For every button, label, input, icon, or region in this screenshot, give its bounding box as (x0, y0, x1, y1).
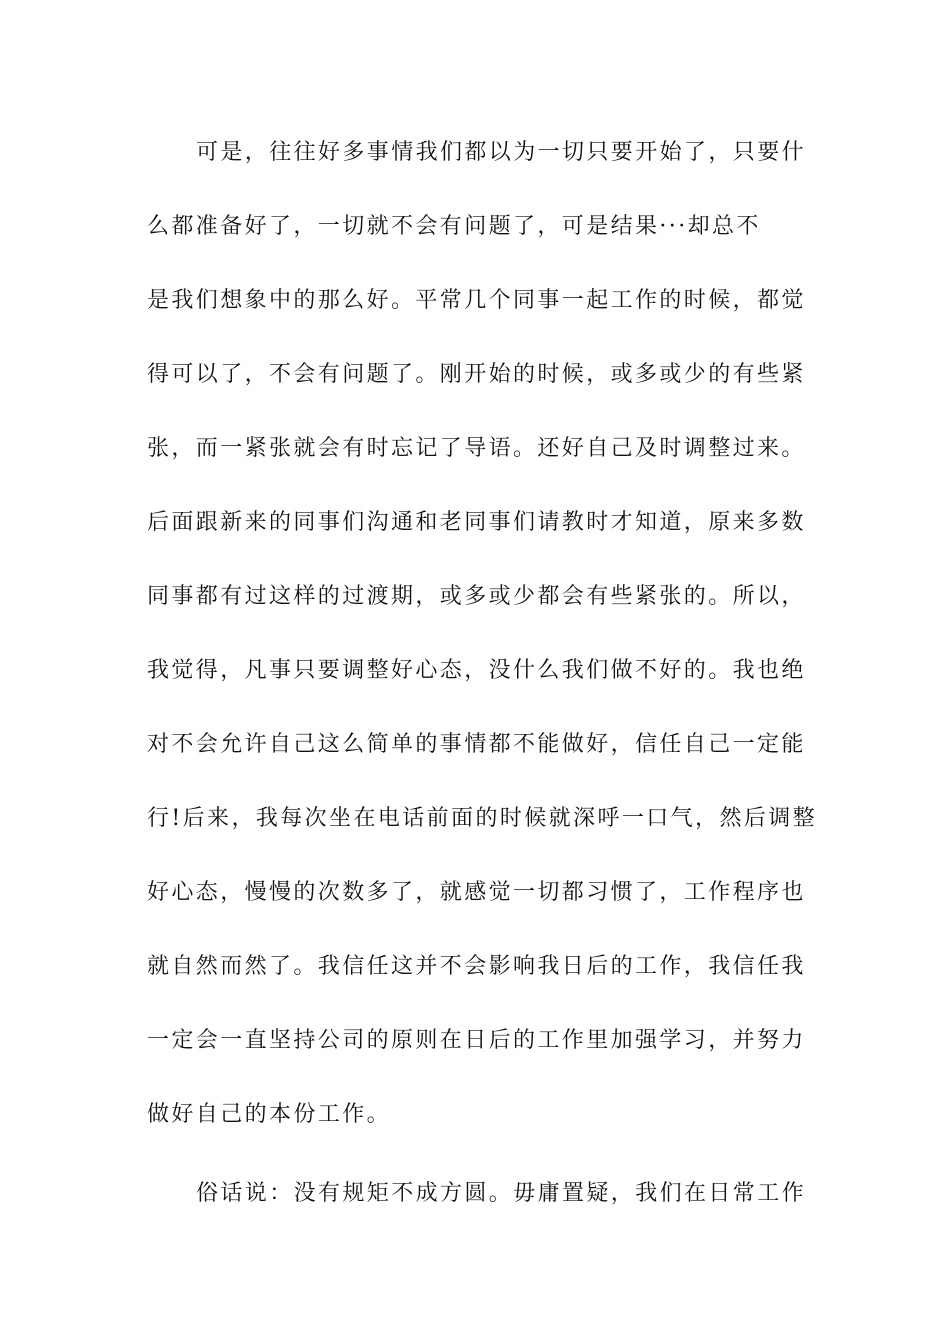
paragraph-1-line-4: 得可以了，不会有问题了。刚开始的时候，或多或少的有些紧 (147, 362, 806, 387)
paragraph-1-line-12: 就自然而然了。我信任这并不会影响我日后的工作，我信任我 (147, 954, 806, 979)
paragraph-1-line-14: 做好自己的本份工作。 (147, 1102, 392, 1127)
paragraph-1-line-5: 张，而一紧张就会有时忘记了导语。还好自己及时调整过来。 (147, 436, 806, 461)
paragraph-1-line-10: 行!后来，我每次坐在电话前面的时候就深呼一口气，然后调整 (147, 806, 818, 831)
paragraph-1-line-3: 是我们想象中的那么好。平常几个同事一起工作的时候，都觉 (147, 288, 806, 313)
paragraph-1-line-8: 我觉得，凡事只要调整好心态，没什么我们做不好的。我也绝 (147, 658, 806, 683)
paragraph-1-line-7: 同事都有过这样的过渡期，或多或少都会有些紧张的。所以， (147, 584, 806, 609)
paragraph-1-line-2: 么都准备好了，一切就不会有问题了，可是结果···却总不 (147, 214, 761, 239)
paragraph-1-line-13: 一定会一直坚持公司的原则在日后的工作里加强学习，并努力 (147, 1028, 806, 1053)
paragraph-2-line-1: 俗话说：没有规矩不成方圆。毋庸置疑，我们在日常工作 (196, 1181, 807, 1206)
paragraph-1-line-9: 对不会允许自己这么简单的事情都不能做好，信任自己一定能 (147, 732, 806, 757)
paragraph-1-line-1: 可是，往往好多事情我们都以为一切只要开始了，只要什 (196, 140, 807, 165)
paragraph-1-line-6: 后面跟新来的同事们沟通和老同事们请教时才知道，原来多数 (147, 510, 806, 535)
paragraph-1-line-11: 好心态，慢慢的次数多了，就感觉一切都习惯了，工作程序也 (147, 880, 806, 905)
